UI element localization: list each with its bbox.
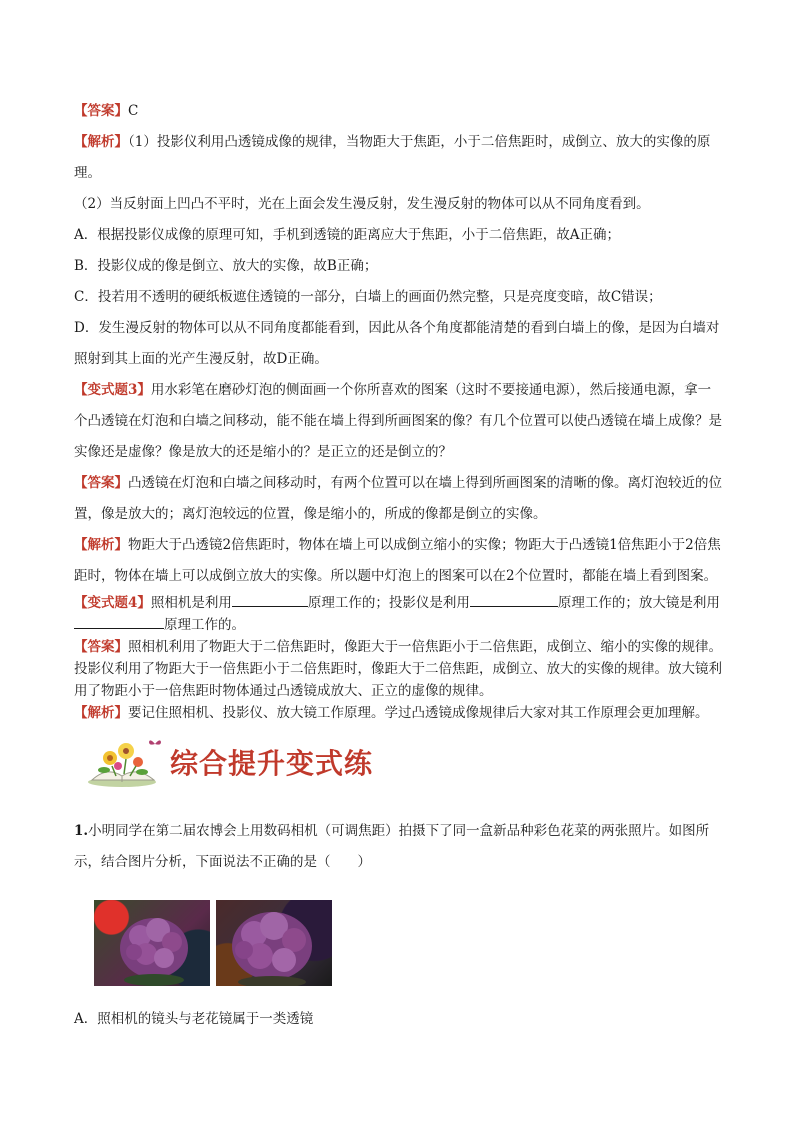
option-d: D．发生漫反射的物体可以从不同角度都能看到，因此从各个角度都能清楚的看到白墙上的像，是因为白墙对照射到其上面的光产生漫反射，故D正确。: [74, 320, 720, 367]
cauliflower-photo-icon: [216, 900, 332, 986]
option-b: B．投影仪成的像是倒立、放大的实像，故B正确；: [74, 258, 378, 274]
variant4-q2: 原理工作的；投影仪是利用: [307, 595, 470, 611]
variant3-analysis: [74, 530, 724, 592]
variant4-answer-tag: 【答案】: [74, 639, 128, 655]
answer-line: [74, 96, 724, 127]
variant3-answer-tag: 【答案】: [74, 475, 128, 491]
question-1-text: 小明同学在第二届农博会上用数码相机（可调焦距）拍摄下了同一盒新品种彩色花菜的两张照片。如图所示，结合图片分析，下面说法不正确的是（ ）: [74, 823, 710, 870]
variant4-tag: 【变式题4】: [74, 595, 151, 611]
answer-value: C: [128, 103, 139, 119]
cauliflower-photo-icon: [94, 900, 210, 986]
analysis-tag: 【解析】: [74, 134, 128, 150]
variant4-answer: [74, 636, 724, 702]
variant4-analysis-tag: 【解析】: [74, 705, 128, 721]
variant3-analysis-text: 物距大于凸透镜2倍焦距时，物体在墙上可以成倒立缩小的实像；物距大于凸透镜1倍焦距小于2倍焦距时，物体在墙上可以成倒立放大的实像。所以题中灯泡上的图案可以在2个位置时，都能在墙上看到图案。: [74, 537, 721, 584]
section-banner: [82, 734, 724, 790]
answer-tag: 【答案】: [74, 103, 128, 119]
variant3-answer-text: 凸透镜在灯泡和白墙之间移动时，有两个位置可以在墙上得到所画图案的清晰的像。离灯泡较近的位置，像是放大的；离灯泡较远的位置，像是缩小的，所成的像都是倒立的实像。: [74, 475, 722, 522]
analysis-line: [74, 127, 724, 189]
variant4-q4: 原理工作的。: [164, 617, 245, 633]
variant3-question: [74, 375, 724, 468]
question-1: [74, 816, 724, 878]
variant3-answer: [74, 468, 724, 530]
fill-blank-2[interactable]: [470, 592, 558, 607]
variant4-analysis-text: 要记住照相机、投影仪、放大镜工作原理。学过凸透镜成像规律后大家对其工作原理会更加理解。: [128, 705, 709, 721]
book-flower-icon: [82, 736, 164, 788]
cauliflower-photo-2: [216, 900, 332, 986]
variant4-question: [74, 592, 724, 636]
variant4-analysis: [74, 702, 724, 724]
section-title: 综合提升变式练: [170, 747, 374, 780]
question-1-option-a: A．照相机的镜头与老花镜属于一类透镜: [74, 1011, 314, 1027]
fill-blank-3[interactable]: [74, 614, 164, 629]
fill-blank-1[interactable]: [232, 592, 308, 607]
photo-pair: [94, 900, 724, 986]
cauliflower-photo-1: [94, 900, 210, 986]
variant3-tag: 【变式题3】: [74, 382, 151, 398]
variant4-q3: 原理工作的；放大镜是利用: [557, 595, 720, 611]
option-a: A．根据投影仪成像的原理可知，手机到透镜的距离应大于焦距，小于二倍焦距，故A正确；: [74, 227, 620, 243]
analysis-text-1: （1）投影仪利用凸透镜成像的规律，当物距大于焦距，小于二倍焦距时，成倒立、放大的实像的原理。: [74, 134, 711, 181]
question-number: 1.: [74, 823, 89, 839]
analysis-text-2: （2）当反射面上凹凸不平时，光在上面会发生漫反射，发生漫反射的物体可以从不同角度看到。: [74, 196, 650, 212]
variant4-q1: 照相机是利用: [150, 595, 232, 611]
page-content: [74, 96, 724, 1035]
option-c: C．投若用不透明的硬纸板遮住透镜的一部分，白墙上的画面仍然完整，只是亮度变暗，故C错误；: [74, 289, 662, 305]
variant3-question-text: 用水彩笔在磨砂灯泡的侧面画一个你所喜欢的图案（这时不要接通电源），然后接通电源，拿一个凸透镜在灯泡和白墙之间移动，能不能在墙上得到所画图案的像？有几个位置可以使凸透镜在墙上成像？是实像还是虚像？像是放大的还是缩小的？是正立的还是倒立的？: [74, 382, 722, 460]
variant3-analysis-tag: 【解析】: [74, 537, 128, 553]
variant4-answer-text: 照相机利用了物距大于二倍焦距时，像距大于一倍焦距小于二倍焦距，成倒立、缩小的实像的规律。投影仪利用了物距大于一倍焦距小于二倍焦距时，像距大于二倍焦距，成倒立、放大的实像的规律。放大镜利用了物距小于一倍焦距时物体通过凸透镜成放大、正立的虚像的规律。: [74, 639, 722, 699]
butterfly-icon: [148, 738, 162, 750]
